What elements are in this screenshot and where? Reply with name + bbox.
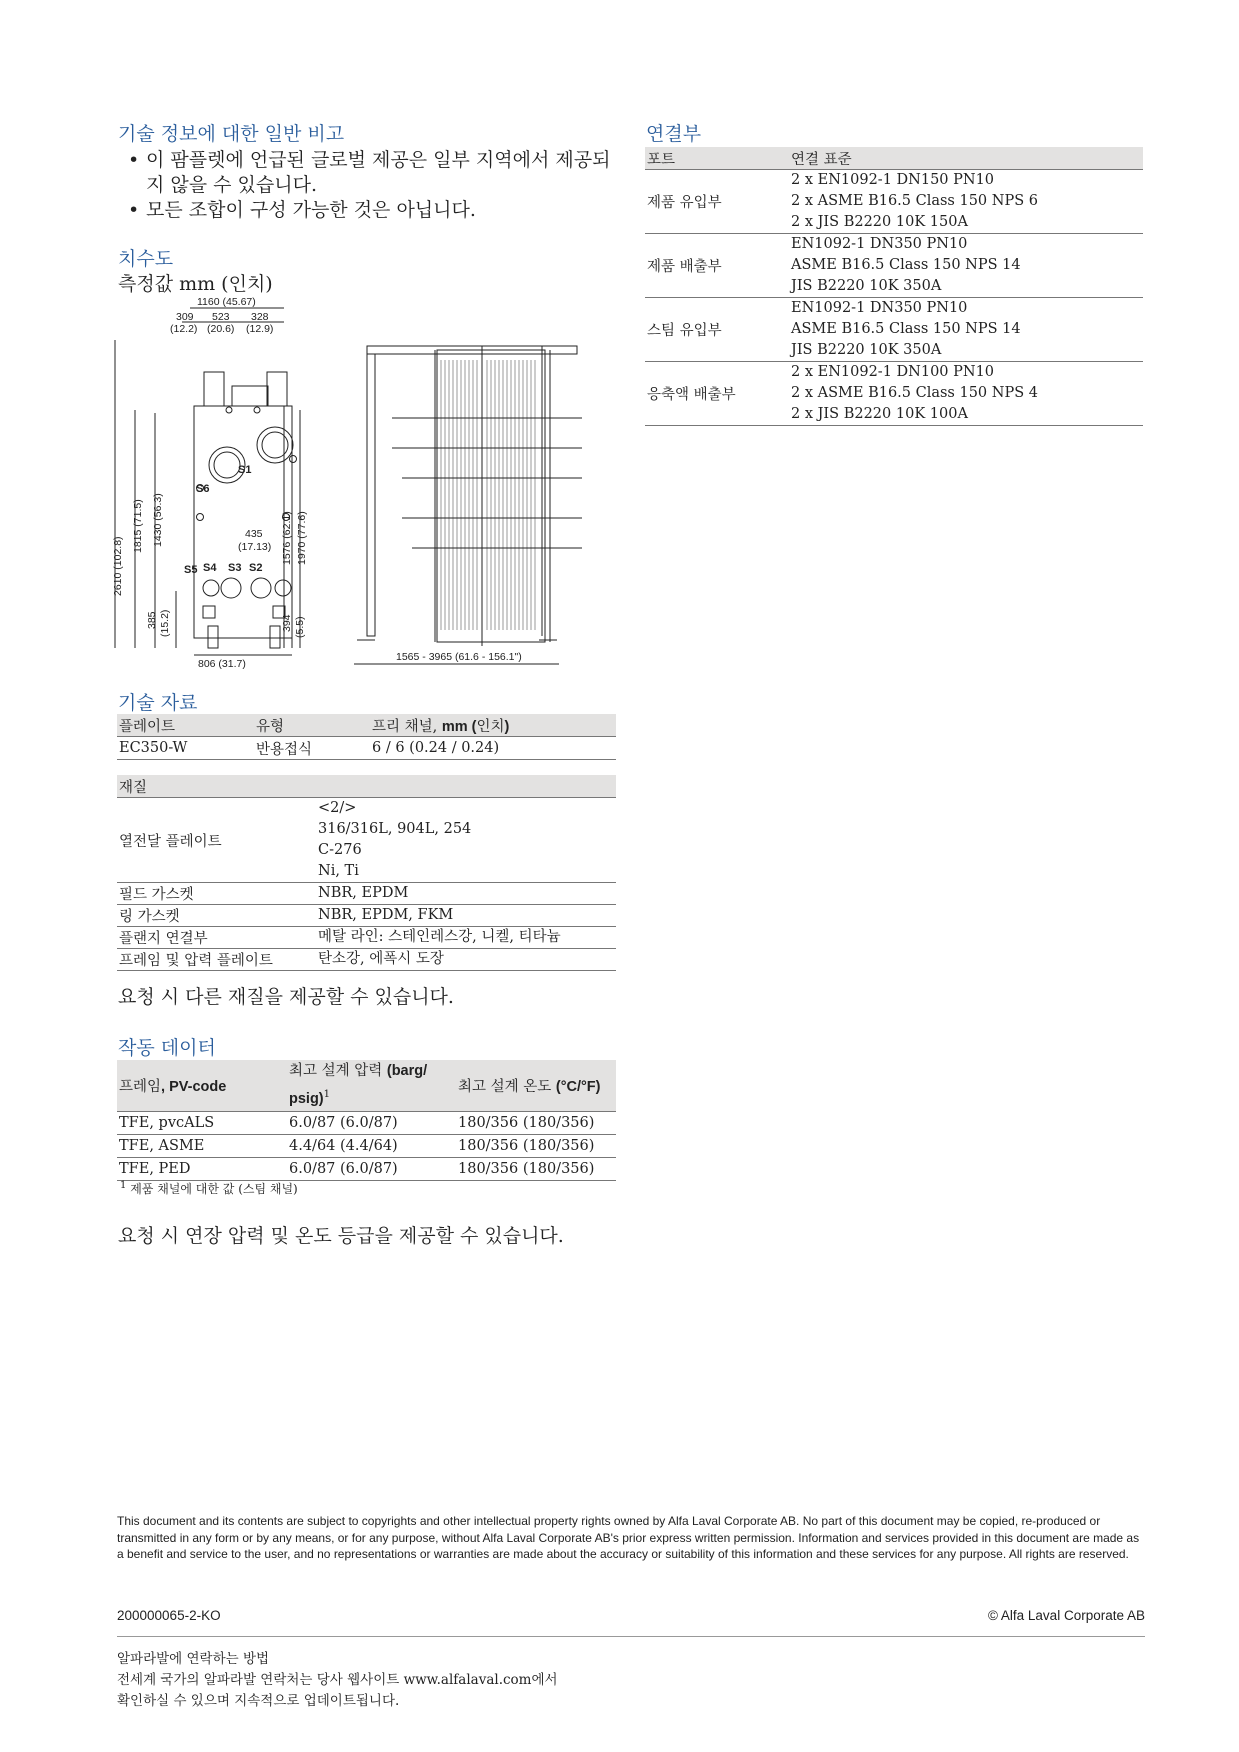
contact-line2: 확인하실 수 있으며 지속적으로 업데이트됩니다. — [117, 1693, 400, 1709]
port-name: 스팀 유입부 — [645, 298, 789, 362]
front-frame — [194, 406, 292, 638]
dim-523-in: (20.6) — [207, 323, 235, 335]
table-row — [117, 1111, 616, 1134]
operating-heading: 작동 데이터 — [118, 1037, 216, 1059]
footer-divider — [117, 1636, 1145, 1637]
dim-806: 806 (31.7) — [198, 658, 246, 670]
dimension-drawing — [112, 296, 632, 670]
col-standard: 연결 표준 — [789, 147, 1143, 170]
connections-table — [645, 147, 1143, 426]
col-type: 유형 — [254, 714, 370, 737]
standard-line: 2 x ASME B16.5 Class 150 NPS 6 — [791, 193, 1038, 209]
bullet-item: • 이 팜플렛에 언급된 글로벌 제공은 일부 지역에서 제공되지 않을 수 있습니다. — [128, 148, 628, 198]
bullet-text: 모든 조합이 구성 가능한 것은 아닙니다. — [146, 199, 476, 221]
material-line: <2/> — [318, 800, 357, 816]
material-line: Ni, Ti — [318, 863, 359, 879]
dim-1576: 1576 (62.1) — [281, 511, 293, 565]
dim-1970: 1970 (77.6) — [296, 511, 308, 565]
dim-328: 328 — [251, 311, 269, 323]
contact-block — [117, 1649, 558, 1712]
dim-length: 1565 - 3965 (61.6 - 156.1") — [396, 651, 522, 663]
table-row — [117, 905, 616, 927]
dim-523: 523 — [212, 311, 230, 323]
table-row — [117, 737, 616, 760]
material-label: 열전달 플레이트 — [117, 798, 316, 883]
col-channel: 프리 채널, mm (인치) — [370, 714, 616, 737]
standard-line: 2 x EN1092-1 DN100 PN10 — [791, 364, 995, 380]
material-line: NBR, EPDM — [318, 885, 409, 901]
technical-heading: 기술 자료 — [118, 692, 198, 714]
plate-value: EC350-W — [117, 737, 254, 760]
temperature-value: 180/356 (180/356) — [456, 1111, 616, 1134]
col-temperature: 최고 설계 온도 (°C/°F) — [456, 1060, 616, 1111]
doc-number: 200000065-2-KO — [117, 1608, 221, 1623]
col-port: 포트 — [645, 147, 789, 170]
contact-line1: 전세계 국가의 알파라발 연락처는 당사 웹사이트 www.alfalaval.com에서 — [117, 1672, 558, 1688]
table-row — [645, 234, 1143, 298]
temperature-value: 180/356 (180/356) — [456, 1134, 616, 1157]
temperature-value: 180/356 (180/356) — [456, 1157, 616, 1180]
table-row — [645, 170, 1143, 234]
standard-line: ASME B16.5 Class 150 NPS 14 — [791, 321, 1021, 337]
footer-disclaimer: This document and its contents are subject to copyrights and other intellectual property rights owned by Alfa Laval Corporate AB. No part of this document may be copied, re-produced or transmitted in any form or by any means, or for any purpose, without Alfa Laval Corporate AB's prior express written permission. Information and services provided in this document are made as a benefit and service to the user, and no representations or warranties are made about the accuracy or suitability of this information and these services for any purpose. All rights are reserved. — [117, 1514, 1140, 1561]
channel-value: 6 / 6 (0.24 / 0.24) — [370, 737, 616, 760]
table-row — [645, 298, 1143, 362]
type-value: 반용접식 — [254, 737, 370, 760]
table-row — [117, 883, 616, 905]
standard-line: 2 x ASME B16.5 Class 150 NPS 4 — [791, 385, 1038, 401]
operating-note: 요청 시 연장 압력 및 온도 등급을 제공할 수 있습니다. — [118, 1225, 564, 1247]
copyright: © Alfa Laval Corporate AB — [987, 1608, 1145, 1623]
frame-value: TFE, PED — [117, 1157, 287, 1180]
table-row — [117, 1157, 616, 1180]
operating-footnote: $^1$ 제품 채널에 대한 값 (스팀 채널) — [120, 1180, 298, 1196]
col-plate: 플레이트 — [117, 714, 254, 737]
material-label: 링 가스켓 — [117, 905, 316, 927]
port-name: 제품 유입부 — [645, 170, 789, 234]
dim-435-in: (17.13) — [238, 541, 272, 553]
contact-title: 알파라발에 연락하는 방법 — [117, 1651, 270, 1667]
dim-385-in: (15.2) — [159, 609, 171, 637]
port-name: 제품 배출부 — [645, 234, 789, 298]
dim-435: 435 — [245, 528, 263, 540]
table-row — [645, 362, 1143, 426]
label-s5: S5 — [184, 564, 198, 576]
label-s1: S1 — [238, 464, 252, 476]
connections-heading: 연결부 — [646, 123, 702, 145]
dimensions-heading: 치수도 — [118, 248, 174, 270]
label-s2: S2 — [249, 562, 263, 574]
port-name: 응축액 배출부 — [645, 362, 789, 426]
frame-value: TFE, pvcALS — [117, 1111, 287, 1134]
material-line: C-276 — [318, 842, 362, 858]
material-line: 316/316L, 904L, 254 — [318, 821, 472, 837]
standard-line: EN1092-1 DN350 PN10 — [791, 236, 968, 252]
dim-1815: 1815 (71.5) — [132, 499, 144, 553]
material-line: 메탈 라인: 스테인레스강, 니켈, 티타늄 — [318, 929, 561, 945]
material-label: 필드 가스켓 — [117, 883, 316, 905]
dim-309: 309 — [176, 311, 194, 323]
standard-line: JIS B2220 10K 350A — [791, 278, 942, 294]
material-line: 탄소강, 에폭시 도장 — [318, 951, 444, 967]
dim-2610: 2610 (102.8) — [112, 536, 124, 596]
col-frame: 프레임, PV-code — [117, 1060, 287, 1111]
bullet-item: • 모든 조합이 구성 가능한 것은 아닙니다. — [128, 199, 476, 221]
dim-394: 394 — [281, 614, 293, 632]
bullet-text: 이 팜플렛에 언급된 글로벌 제공은 일부 지역에서 제공되지 않을 수 있습니다. — [146, 149, 611, 196]
standard-line: JIS B2220 10K 350A — [791, 342, 942, 358]
table-row — [117, 798, 616, 883]
dim-309-in: (12.2) — [170, 323, 198, 335]
col-pressure: 최고 설계 압력 (barg/ psig)$^1$ — [287, 1060, 456, 1111]
materials-table — [117, 775, 616, 971]
table-row — [117, 927, 616, 949]
table-row — [117, 949, 616, 971]
pressure-value: 6.0/87 (6.0/87) — [287, 1111, 456, 1134]
standard-line: 2 x JIS B2220 10K 100A — [791, 406, 968, 422]
dim-385: 385 — [146, 611, 158, 629]
label-s6: S6 — [196, 483, 210, 495]
technical-table — [117, 714, 616, 760]
dim-328-in: (12.9) — [246, 323, 274, 335]
material-line: NBR, EPDM, FKM — [318, 907, 454, 923]
standard-line: 2 x JIS B2220 10K 150A — [791, 214, 968, 230]
standard-line: ASME B16.5 Class 150 NPS 14 — [791, 257, 1021, 273]
materials-heading: 재질 — [117, 775, 616, 798]
materials-note: 요청 시 다른 재질을 제공할 수 있습니다. — [118, 986, 454, 1008]
table-row — [117, 1134, 616, 1157]
general-bullets — [128, 148, 628, 223]
general-heading: 기술 정보에 대한 일반 비고 — [118, 123, 345, 145]
pressure-value: 6.0/87 (6.0/87) — [287, 1157, 456, 1180]
dim-1430: 1430 (56.3) — [152, 493, 164, 547]
operating-table — [117, 1060, 616, 1181]
label-s4: S4 — [203, 562, 217, 574]
dimensions-subtitle: 측정값 mm (인치) — [118, 273, 273, 295]
frame-value: TFE, ASME — [117, 1134, 287, 1157]
standard-line: EN1092-1 DN350 PN10 — [791, 300, 968, 316]
dim-total-width: 1160 (45.67) — [197, 296, 256, 308]
material-label: 프레임 및 압력 플레이트 — [117, 949, 316, 971]
pressure-value: 4.4/64 (4.4/64) — [287, 1134, 456, 1157]
label-s3: S3 — [228, 562, 242, 574]
material-label: 플랜지 연결부 — [117, 927, 316, 949]
standard-line: 2 x EN1092-1 DN150 PN10 — [791, 172, 995, 188]
dim-394-in: (5.5) — [294, 616, 306, 638]
